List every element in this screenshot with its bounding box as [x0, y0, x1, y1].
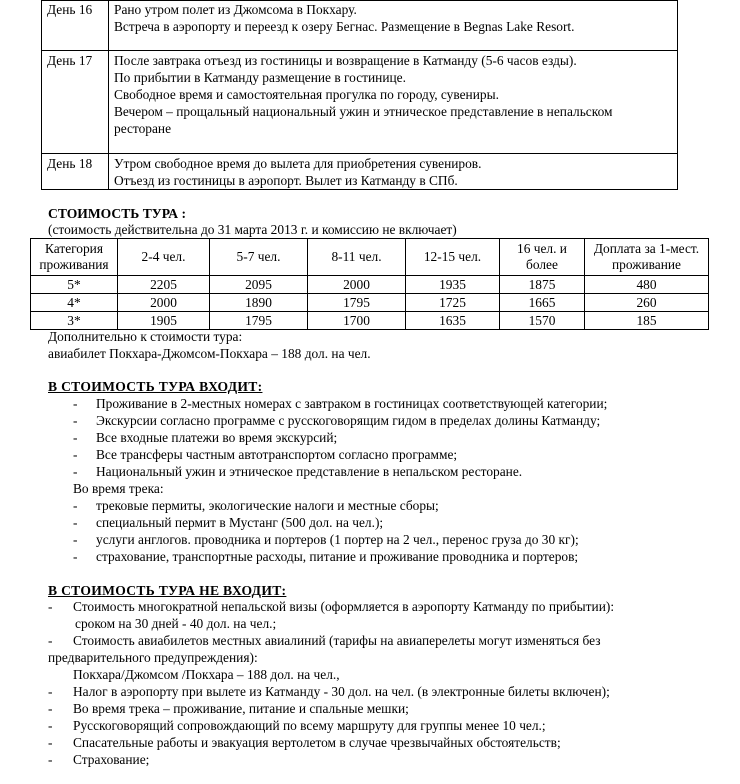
day-description [109, 51, 678, 154]
column-header: Категория проживания [31, 239, 118, 276]
list-item-text: Стоимость многократной непальской визы (оформляется в аэропорту Катманду по прибытии): [73, 599, 615, 614]
price-cell: 2000 [308, 276, 406, 294]
list-item-text: Спасательные работы и эвакуация вертолетом в случае чрезвычайных обстоятельств; [73, 735, 561, 750]
excluded-heading: В СТОИМОСТЬ ТУРА НЕ ВХОДИТ: [48, 583, 287, 598]
price-cell: 2000 [118, 294, 210, 312]
category-cell: 3* [31, 312, 118, 330]
pricing-note: (стоимость действительна до 31 марта 2013 г. и комиссию не включает) [48, 222, 457, 237]
price-cell: 1795 [308, 294, 406, 312]
pricing-heading: СТОИМОСТЬ ТУРА : [48, 206, 187, 221]
category-cell: 4* [31, 294, 118, 312]
list-item-text: Национальный ужин и этническое представление в непальском ресторане. [96, 464, 523, 479]
dash-marker: - [48, 752, 53, 767]
day-description [109, 154, 678, 190]
dash-marker: - [73, 430, 78, 445]
list-item-text: Налог в аэропорту при вылете из Катманду - 30 дол. на чел. (в электронные билеты включен); [73, 684, 610, 699]
day-description [109, 1, 678, 51]
dash-marker: - [73, 447, 78, 462]
price-cell: 260 [585, 294, 709, 312]
price-table [30, 238, 709, 330]
list-item-text: трековые пермиты, экологические налоги и местные сборы; [96, 498, 439, 513]
description-line: Отъезд из гостиницы в аэропорт. Вылет из Катманду в СПб. [114, 173, 458, 188]
description-line: Свободное время и самостоятельная прогулка по городу, сувениры. [114, 87, 499, 102]
price-cell: 1875 [500, 276, 585, 294]
dash-marker: - [73, 413, 78, 428]
price-row [31, 276, 709, 294]
price-cell: 1905 [118, 312, 210, 330]
dash-marker: - [73, 464, 78, 479]
list-item-text: Стоимость авиабилетов местных авиалиний (тарифы на авиаперелеты могут изменяться без [73, 633, 601, 648]
dash-marker: - [48, 718, 53, 733]
list-item-text: Страхование; [73, 752, 150, 767]
column-header: 5-7 чел. [210, 239, 308, 276]
price-cell: 1890 [210, 294, 308, 312]
list-item-text: специальный пермит в Мустанг (500 дол. на чел.); [96, 515, 384, 530]
price-cell: 480 [585, 276, 709, 294]
description-line: Утром свободное время до вылета для приобретения сувениров. [114, 156, 482, 171]
dash-marker: - [73, 549, 78, 564]
extra-cost-label: Дополнительно к стоимости тура: [48, 329, 243, 344]
description-line: Рано утром полет из Джомсома в Покхару. [114, 2, 357, 17]
list-item-text: страхование, транспортные расходы, питание и проживание проводника и портеров; [96, 549, 579, 564]
dash-marker: - [48, 599, 53, 614]
column-header: 2-4 чел. [118, 239, 210, 276]
list-item-text: Все входные платежи во время экскурсий; [96, 430, 338, 445]
price-cell: 2095 [210, 276, 308, 294]
price-cell: 1700 [308, 312, 406, 330]
price-cell: 1570 [500, 312, 585, 330]
extra-cost-value: авиабилет Покхара-Джомсом-Покхара – 188 дол. на чел. [48, 346, 371, 361]
day-label: День 16 [42, 1, 109, 51]
trek-label-text: Во время трека: [73, 481, 164, 496]
column-header: 12-15 чел. [406, 239, 500, 276]
itinerary-table [41, 0, 678, 190]
description-line: Встреча в аэропорту и переезд к озеру Бегнас. Размещение в Begnas Lake Resort. [114, 19, 575, 34]
list-item-text: Экскурсии согласно программе с русскоговорящим гидом в пределах долины Катманду; [96, 413, 601, 428]
dash-marker: - [73, 396, 78, 411]
price-row [31, 294, 709, 312]
price-cell: 1725 [406, 294, 500, 312]
dash-marker: - [48, 633, 53, 648]
itinerary-row [42, 154, 678, 190]
dash-marker: - [48, 735, 53, 750]
list-item-text: Покхара/Джомсом /Покхара – 188 дол. на чел., [73, 667, 340, 682]
price-cell: 1665 [500, 294, 585, 312]
dash-marker: - [48, 701, 53, 716]
list-item-text: предварительного предупреждения): [48, 650, 258, 665]
list-item-text: Все трансферы частным автотранспортом согласно программе; [96, 447, 458, 462]
category-cell: 5* [31, 276, 118, 294]
description-line: После завтрака отъезд из гостиницы и возвращение в Катманду (5-6 часов езды). [114, 53, 577, 68]
price-header-row [31, 239, 709, 276]
list-item-text: Проживание в 2-местных номерах с завтраком в гостиницах соответствующей категории; [96, 396, 608, 411]
price-row [31, 312, 709, 330]
list-item-text: сроком на 30 дней - 40 дол. на чел.; [75, 616, 277, 631]
list-item-text: услуги англогов. проводника и портеров (1 портер на 2 чел., перенос груза до 30 кг); [96, 532, 579, 547]
day-label: День 18 [42, 154, 109, 190]
day-label: День 17 [42, 51, 109, 154]
column-header: Доплата за 1-мест. проживание [585, 239, 709, 276]
column-header: 8-11 чел. [308, 239, 406, 276]
list-item-text: Русскоговорящий сопровождающий по всему маршруту для группы менее 10 чел.; [73, 718, 546, 733]
price-cell: 1635 [406, 312, 500, 330]
itinerary-row [42, 1, 678, 51]
itinerary-row [42, 51, 678, 154]
list-item-text: Во время трека – проживание, питание и спальные мешки; [73, 701, 409, 716]
dash-marker: - [73, 498, 78, 513]
price-cell: 185 [585, 312, 709, 330]
dash-marker: - [73, 515, 78, 530]
column-header: 16 чел. и более [500, 239, 585, 276]
price-cell: 2205 [118, 276, 210, 294]
included-heading: В СТОИМОСТЬ ТУРА ВХОДИТ: [48, 379, 263, 394]
description-line: По прибытии в Катманду размещение в гостинице. [114, 70, 406, 85]
dash-marker: - [73, 532, 78, 547]
description-line: Вечером – прощальный национальный ужин и этническое представление в непальском ресторане [114, 104, 613, 136]
price-cell: 1795 [210, 312, 308, 330]
dash-marker: - [48, 684, 53, 699]
price-cell: 1935 [406, 276, 500, 294]
